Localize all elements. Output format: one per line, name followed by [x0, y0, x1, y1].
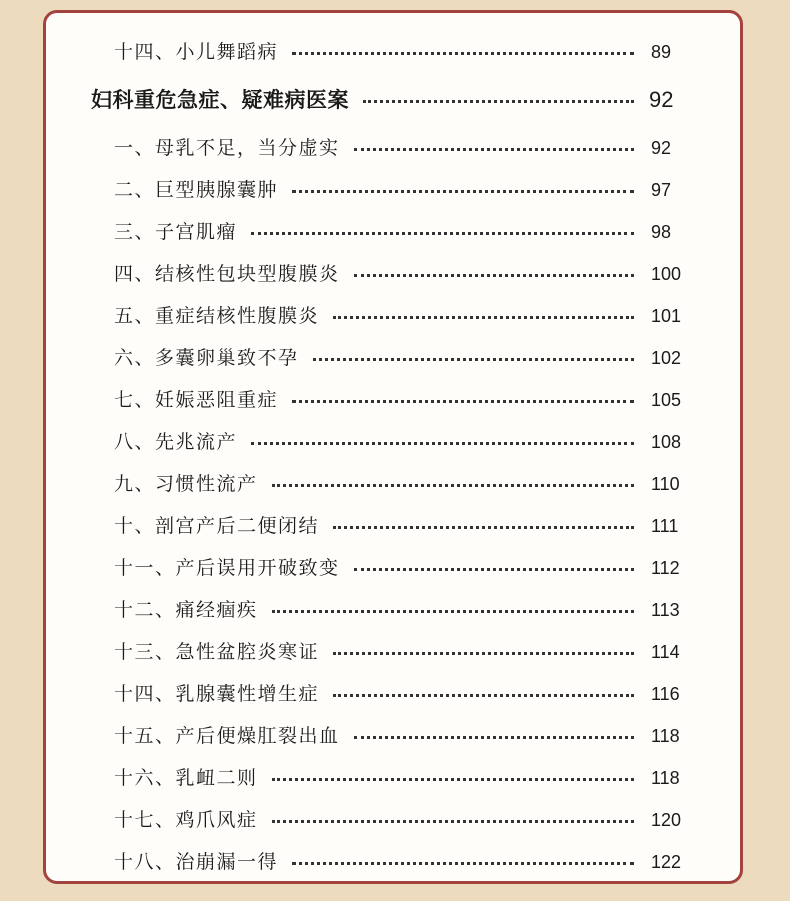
toc-entry-page: 113	[651, 600, 680, 620]
toc-entry-title: 十八、治崩漏一得	[114, 851, 279, 873]
toc-entry	[46, 259, 743, 289]
toc-entry-title: 十一、产后误用开破致变	[114, 557, 340, 579]
toc-entry-leader	[292, 400, 634, 403]
toc-entry	[46, 721, 743, 751]
toc-entry-title: 十六、乳衄二则	[114, 767, 258, 789]
toc-entry-page: 102	[651, 348, 682, 368]
toc-entry	[46, 847, 743, 877]
toc-entry	[46, 37, 743, 67]
toc-entry-title: 一、母乳不足，当分虚实	[114, 137, 340, 159]
toc-entry	[46, 553, 743, 583]
toc-entry	[46, 763, 743, 793]
toc-entry-title: 八、先兆流产	[114, 431, 238, 453]
toc-entry-title: 三、子宫肌瘤	[114, 221, 238, 243]
toc-entry-leader	[292, 190, 634, 193]
toc-entry-page: 108	[651, 432, 682, 452]
toc-entry-title: 十四、小儿舞蹈病	[114, 41, 279, 63]
toc-entry-title: 五、重症结核性腹膜炎	[114, 305, 320, 327]
toc-entry	[46, 343, 743, 373]
toc-entry-page: 118	[651, 726, 680, 746]
toc-entry-leader	[354, 736, 634, 739]
toc-entry-title: 十七、鸡爪风症	[114, 809, 258, 831]
toc-entry-leader	[292, 862, 634, 865]
toc-entry	[46, 175, 743, 205]
toc-entry-title: 十五、产后便燥肛裂出血	[114, 725, 340, 747]
toc-entry-title: 十二、痛经痼疾	[114, 599, 258, 621]
toc-entry-title: 十三、急性盆腔炎寒证	[114, 641, 320, 663]
toc-entry-page: 114	[651, 642, 680, 662]
toc-entry	[46, 427, 743, 457]
toc-entry-leader	[333, 694, 634, 697]
toc-entry-page: 105	[651, 390, 682, 410]
toc-entry-leader	[354, 274, 634, 277]
toc-entry	[46, 301, 743, 331]
toc-entry	[46, 679, 743, 709]
toc-entry-title: 二、巨型胰腺囊肿	[114, 179, 279, 201]
toc-entry-leader	[272, 484, 634, 487]
toc-entry-title: 十、剖宫产后二便闭结	[114, 515, 320, 537]
toc-entry	[46, 385, 743, 415]
toc-entry	[46, 637, 743, 667]
toc-entry-leader	[333, 526, 634, 529]
toc-entry	[46, 133, 743, 163]
toc-entry-leader	[272, 778, 634, 781]
toc-entry-leader	[251, 442, 634, 445]
toc-entry	[46, 469, 743, 499]
toc-entry-page: 111	[651, 516, 679, 536]
toc-entry-title: 十四、乳腺囊性增生症	[114, 683, 320, 705]
toc-entry-leader	[354, 568, 634, 571]
toc-entry-page: 118	[651, 768, 680, 788]
toc-section-heading	[46, 85, 743, 115]
toc-entry-leader	[354, 148, 634, 151]
toc-entry-leader	[313, 358, 634, 361]
toc-entry-leader	[333, 316, 634, 319]
toc-entry-leader	[333, 652, 634, 655]
toc-entry-leader	[363, 100, 634, 103]
toc-entry-leader	[272, 820, 634, 823]
toc-page	[43, 10, 743, 884]
toc-entry-page: 89	[651, 42, 672, 62]
toc-entry-page: 112	[651, 558, 680, 578]
toc-entry-leader	[292, 52, 634, 55]
toc-entry-page: 116	[651, 684, 680, 704]
toc-entry-page: 100	[651, 264, 682, 284]
toc-section-title: 妇科重危急症、疑难病医案	[91, 88, 349, 112]
toc-entry-leader	[272, 610, 634, 613]
toc-entry-page: 92	[651, 138, 672, 158]
toc-entry-title: 六、多囊卵巢致不孕	[114, 347, 299, 369]
toc-entry-title: 七、妊娠恶阻重症	[114, 389, 279, 411]
toc-entry-title: 九、习惯性流产	[114, 473, 258, 495]
toc-entry-page: 122	[651, 852, 682, 872]
toc-entry	[46, 217, 743, 247]
toc-entry-leader	[251, 232, 634, 235]
toc-entry-page: 98	[651, 222, 672, 242]
toc-entry-title: 四、结核性包块型腹膜炎	[114, 263, 340, 285]
toc-entry	[46, 805, 743, 835]
toc-entry-page: 97	[651, 180, 672, 200]
toc-entry-page: 92	[649, 87, 674, 112]
toc-entry-page: 110	[651, 474, 680, 494]
toc-entry-page: 120	[651, 810, 682, 830]
toc-entry-page: 101	[651, 306, 682, 326]
toc-entry	[46, 595, 743, 625]
toc-entry	[46, 511, 743, 541]
